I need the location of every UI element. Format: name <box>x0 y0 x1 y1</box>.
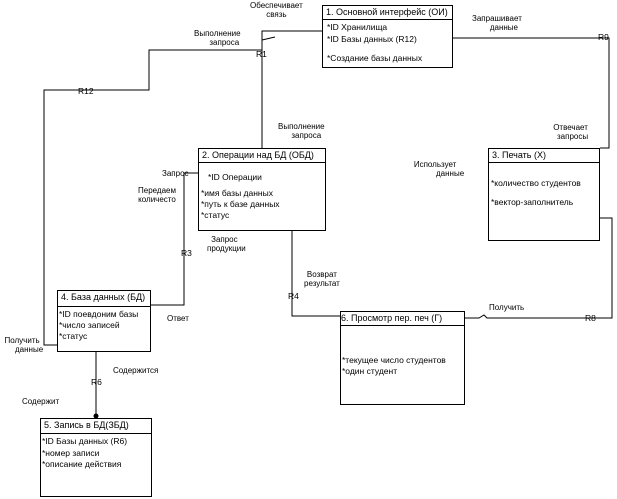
label-request-execution-2: Выполнение запроса <box>278 122 325 140</box>
relationship-label-r12: R12 <box>78 86 94 96</box>
entity-attr: *число записей <box>59 320 120 330</box>
label-provides-link: Обеспечивает связь <box>250 1 303 19</box>
label-get-data: Получить данные <box>4 336 44 354</box>
entity-attr: *описание действия <box>42 459 122 469</box>
label-contains: Содержит <box>22 397 60 406</box>
entity-attr: *ID поевдоним базы <box>59 309 139 319</box>
relationship-label-r4: R4 <box>288 291 299 301</box>
label-answer: Ответ <box>167 314 189 323</box>
entity-attr: *ID Базы данных (R6) <box>42 436 128 446</box>
entity-attr: *ID Хранилища <box>327 22 388 32</box>
entity-db-operations[interactable] <box>198 148 326 231</box>
entity-db-record[interactable] <box>40 418 152 497</box>
entity-main-interface[interactable] <box>322 5 453 68</box>
entity-title: 5. Запись в БД(ЗБД) <box>44 420 129 430</box>
label-product-request: Запрос продукции <box>207 235 246 253</box>
entity-attr: *путь к базе данных <box>201 199 280 209</box>
relationship-label-r9: R9 <box>598 32 609 42</box>
label-pass-count: Передаем количесто <box>138 186 176 204</box>
label-request-execution: Выполнение запроса <box>194 29 241 47</box>
entity-attr: *текущее число студентов <box>342 355 446 365</box>
label-return-result: Возврат результат <box>304 270 340 288</box>
entity-title: 6. Просмотр пер. печ (Г) <box>341 313 443 323</box>
relationship-label-r3: R3 <box>181 248 192 258</box>
label-uses-data: Использует данные <box>413 160 465 178</box>
connector-r1-tick <box>262 37 275 40</box>
label-is-contained: Содержится <box>113 366 159 375</box>
label-request: Запрос <box>162 169 189 178</box>
label-answers-requests: Отвечает запросы <box>553 123 589 141</box>
entity-print[interactable] <box>488 148 600 241</box>
entity-attr: *ID Базы данных (R12) <box>327 34 417 44</box>
entity-database[interactable] <box>57 290 151 352</box>
entity-attr: *имя базы данных <box>201 188 273 198</box>
entity-attr: *Создание базы данных <box>327 53 423 63</box>
entity-attr: *вектор-заполнитель <box>491 197 574 207</box>
entity-attr: *статус <box>201 210 230 220</box>
entity-title: 2. Операции над БД (ОБД) <box>202 150 314 160</box>
entity-title: 4. База данных (БД) <box>61 292 146 302</box>
label-get: Получить <box>489 303 525 312</box>
entity-title: 1. Основной интерфейс (ОИ) <box>326 7 448 17</box>
entity-attr: *один студент <box>342 366 398 376</box>
entity-attr: *номер записи <box>42 448 100 458</box>
entity-title: 3. Печать (Х) <box>492 150 546 160</box>
label-requests-data: Запрашивает данные <box>472 14 522 32</box>
entity-attr: *статус <box>59 331 88 341</box>
relationship-label-r1: R1 <box>256 49 267 59</box>
entity-attr: *количество студентов <box>491 178 581 188</box>
entity-print-preview[interactable] <box>340 311 465 405</box>
relationship-label-r8: R8 <box>585 313 596 323</box>
relationship-label-r6: R6 <box>91 377 102 387</box>
entity-attr: *ID Операции <box>208 172 262 182</box>
